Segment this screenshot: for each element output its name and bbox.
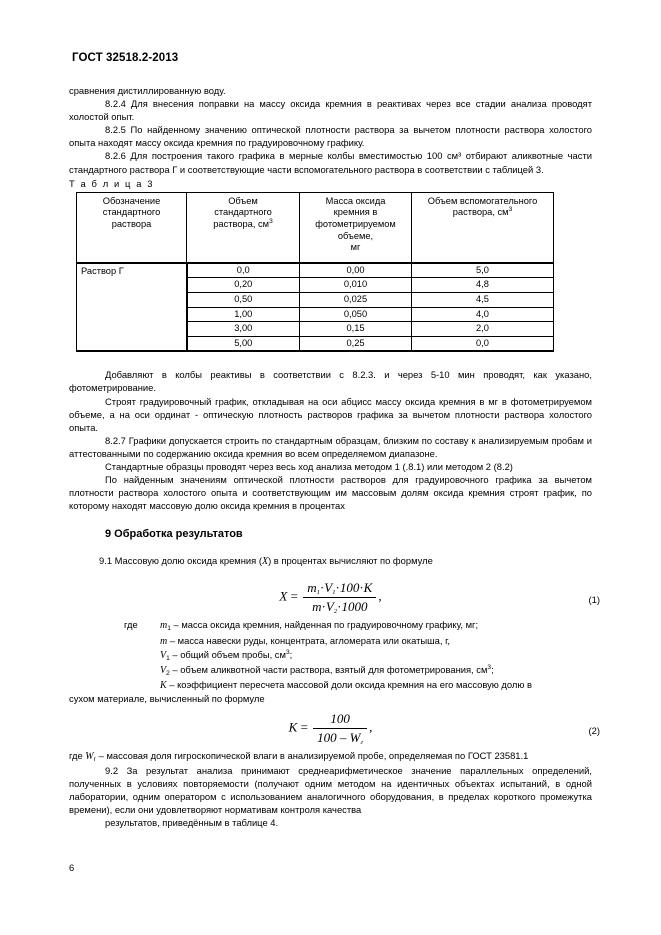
header-line: стандартного [214,207,272,218]
gde-label: где [69,750,86,761]
symbol-m: m [160,635,168,647]
column-header-standard-volume [187,192,300,263]
cell-aux-volume: 5,0 [412,263,554,278]
formula-2-numerator: 100 [313,711,367,729]
formula-1-denominator [303,598,376,615]
definition-k-continuation: сухом материале, вычисленный по формуле [69,692,265,704]
den-m: m [312,599,322,615]
symbol-m-sub: 1 [167,625,171,633]
paragraph-8-2-6: 8.2.6 Для построения такого графика в мерные колбы вместимостью 100 см³ отбирают аликвотные части стандартного раствора Г и соответствующие части вспомогательного раствора в соответствии с таблицей 3. [69,150,592,175]
cell-standard-volume: 3,00 [187,322,300,337]
cell-silica-mass: 0,050 [300,307,412,322]
cell-aux-volume: 0,0 [412,336,554,351]
table-3-caption: Т а б л и ц а 3 [69,177,155,189]
formula-2 [69,711,592,746]
superscript-cubic: 3 [285,648,290,656]
cell-silica-mass: 0,15 [300,322,412,337]
column-header-aux-volume [412,192,554,263]
formula-2-fraction [313,711,367,746]
formula-2-denominator [313,729,367,746]
definition-m1 [69,618,592,633]
den-100: 100 [317,730,337,745]
definition-text: – объем аликвотной части раствора, взятый для фотометрирования, см [169,663,488,675]
header-line: фотометрируемом [315,218,396,229]
symbol-v: V [160,649,167,661]
cell-aux-volume: 4,0 [412,307,554,322]
header-line: Обозначение [102,195,161,206]
num-m-sub: 1 [316,589,320,597]
definition-m [69,634,592,648]
gde-label: где [124,619,138,631]
den-v: V [325,599,334,615]
paragraph-8-2-5: 8.2.5 По найденному значению оптической плотности раствора за вычетом плотности раствора холостого опыта находят массу оксида кремния по градуировочному графику. [69,124,592,149]
header-line: кремния в [333,207,378,218]
symbol-v-sub: 2 [166,669,170,677]
paragraph-continuation: сравнения дистиллированную воду. [69,85,226,96]
standard-header: ГОСТ 32518.2-2013 [72,52,179,64]
formula-1-lhs: X [279,588,288,604]
paragraph-8-2-7: 8.2.7 Графики допускается строить по стандартным образцам, близким по составу к анализируемым пробам и аттестованными по содержанию оксида кремния во всем определяемом диапазоне. [69,434,592,459]
paragraph-build-graph: Строят градуировочный график, откладывая на оси абцисс массу оксида кремния в мг в фотометрируемом объеме, а на оси ординат - оптическую плотность растворов графика за вычетом плотности раствора холостого опыта. [69,395,592,433]
cell-aux-volume: 4,5 [412,292,554,307]
cell-aux-volume: 2,0 [412,322,554,337]
superscript-cubic: 3 [487,663,492,671]
num-v: V [324,580,333,596]
table-row [77,263,554,278]
den-w: W [349,730,361,745]
den-v-sub: 2 [333,608,338,616]
definition-text: – коэффициент пересчета массовой доли оксида кремния на его массовую долю в [166,678,532,690]
superscript-cubic: 3 [508,206,513,214]
table-3 [76,192,554,353]
num-dot: · [319,580,325,596]
definition-tail: ; [289,648,293,660]
symbol-v: V [160,664,167,676]
header-line: Масса оксида [325,195,386,206]
header-line: мг [350,242,361,253]
formula-1-comma: , [378,588,382,604]
symbol-k: K [160,679,167,691]
paragraph-9-1 [69,554,592,568]
definition-v1 [69,648,592,663]
den-w-sub: г [360,739,364,746]
definition-text: – масса навески руды, концентрата, агломерата или окатыша, г, [167,634,450,646]
num-k: K [363,580,373,596]
formula-2-number: (2) [588,725,600,736]
header-line: раствора [111,218,152,229]
cell-standard-volume: 0,20 [187,278,300,293]
num-100: 100 [339,580,360,596]
paragraph-9-1-text-a: 9.1 Массовую долю оксида кремния ( [99,555,262,567]
formula-1-number: (1) [588,594,600,606]
header-line: раствора, см [213,218,270,229]
header-line: стандартного [102,207,161,218]
document-body [69,84,600,830]
paragraph-9-1-text-b: ) в процентах вычисляют по формуле [268,555,433,567]
definition-text: – общий объем пробы, см [169,648,286,660]
formula-2-comma: , [369,719,373,735]
column-header-silica-mass [300,192,412,263]
column-header-designation [77,192,187,263]
formula-1-numerator [303,580,376,598]
header-line: Объем [228,195,258,206]
cell-silica-mass: 0,025 [300,292,412,307]
definition-tail: ; [491,663,494,675]
paragraph-add-reagents: Добавляют в колбы реактивы в соответствии с 8.2.3. и через 5-10 мин проводят, как указано, фотометрирование. [69,369,592,394]
variable-x: X [261,556,269,568]
cell-standard-volume: 0,0 [187,263,300,278]
superscript-cubic: 3 [269,217,273,225]
num-dot: · [335,580,340,596]
cell-silica-mass: 0,010 [300,278,412,293]
num-m: m [307,580,317,596]
definition-v2 [69,663,592,678]
paragraph-found-values: По найденным значениям оптической плотности растворов для градуировочного графика за вычетом плотности раствора холостого опыта и соответствующим им массовым долям оксида кремния строят график, по которому находят массовую долю оксида кремния в процентах [69,474,592,512]
symbol-w-sub: г [93,756,97,763]
formula-2-lhs: K [288,719,298,735]
den-1000: 1000 [341,599,368,615]
formula-2-block [69,711,600,747]
cell-standard-volume: 1,00 [187,307,300,322]
den-minus: – [339,730,347,745]
paragraph-standard-samples: Стандартные образцы проводят через весь ход анализа методом 1 (.8.1) или методом 2 (8.2) [105,460,513,472]
paragraph-8-2-4: 8.2.4 Для внесения поправки на массу оксида кремния в реактивах через все стадии анализа проводят холостой опыт. [69,98,592,123]
num-v-sub: 1 [332,589,336,597]
definition-text: – масса оксида кремния, найденная по градуировочному графику, мг; [170,619,479,631]
section-heading-9: 9 Обработка результатов [105,528,243,541]
header-line: раствора, см [452,207,509,218]
definitions-list-1 [69,618,592,705]
formula-1-block [69,580,600,616]
definition-wg [69,749,592,764]
header-line: Объем вспомогательного [427,195,538,206]
table-body [77,263,554,352]
definition-text: – массовая доля гигроскопической влаги в анализируемой пробе, определяемая по ГОСТ 23581.1 [96,750,529,761]
symbol-w: W [85,751,94,762]
symbol-m: m [160,620,168,632]
den-dot: · [337,599,342,615]
formula-1 [69,580,592,615]
formula-2-equals: = [300,719,308,735]
row-label-solution-g: Раствор Г [77,263,187,352]
table-header-row [77,192,554,263]
definition-k [69,678,592,692]
header-line: объеме, [337,230,374,241]
cell-silica-mass: 0,25 [300,336,412,351]
formula-1-fraction [303,580,376,615]
cell-standard-volume: 5,00 [187,336,300,351]
paragraph-9-2-tail: результатов, приведённым в таблице 4. [105,817,279,829]
cell-aux-volume: 4,8 [412,278,554,293]
cell-silica-mass: 0,00 [300,263,412,278]
symbol-v-sub: 1 [166,654,170,662]
page-number: 6 [69,862,75,873]
paragraph-9-2: 9.2 За результат анализа принимают среднеарифметическое значение параллельных определений, полученных в условиях повторяемости (получают одним методом на идентичных объектах испытаний, в одной лаборатории, одним оператором с использованием аналогичного оборудования, в пределах короткого промежутка времени), если они удовлетворяют нормативам контроля качества [69,765,592,816]
num-dot: · [359,580,364,596]
formula-1-equals: = [290,588,298,604]
cell-standard-volume: 0,50 [187,292,300,307]
definition-m1-text [160,619,479,633]
den-dot: · [321,599,326,615]
